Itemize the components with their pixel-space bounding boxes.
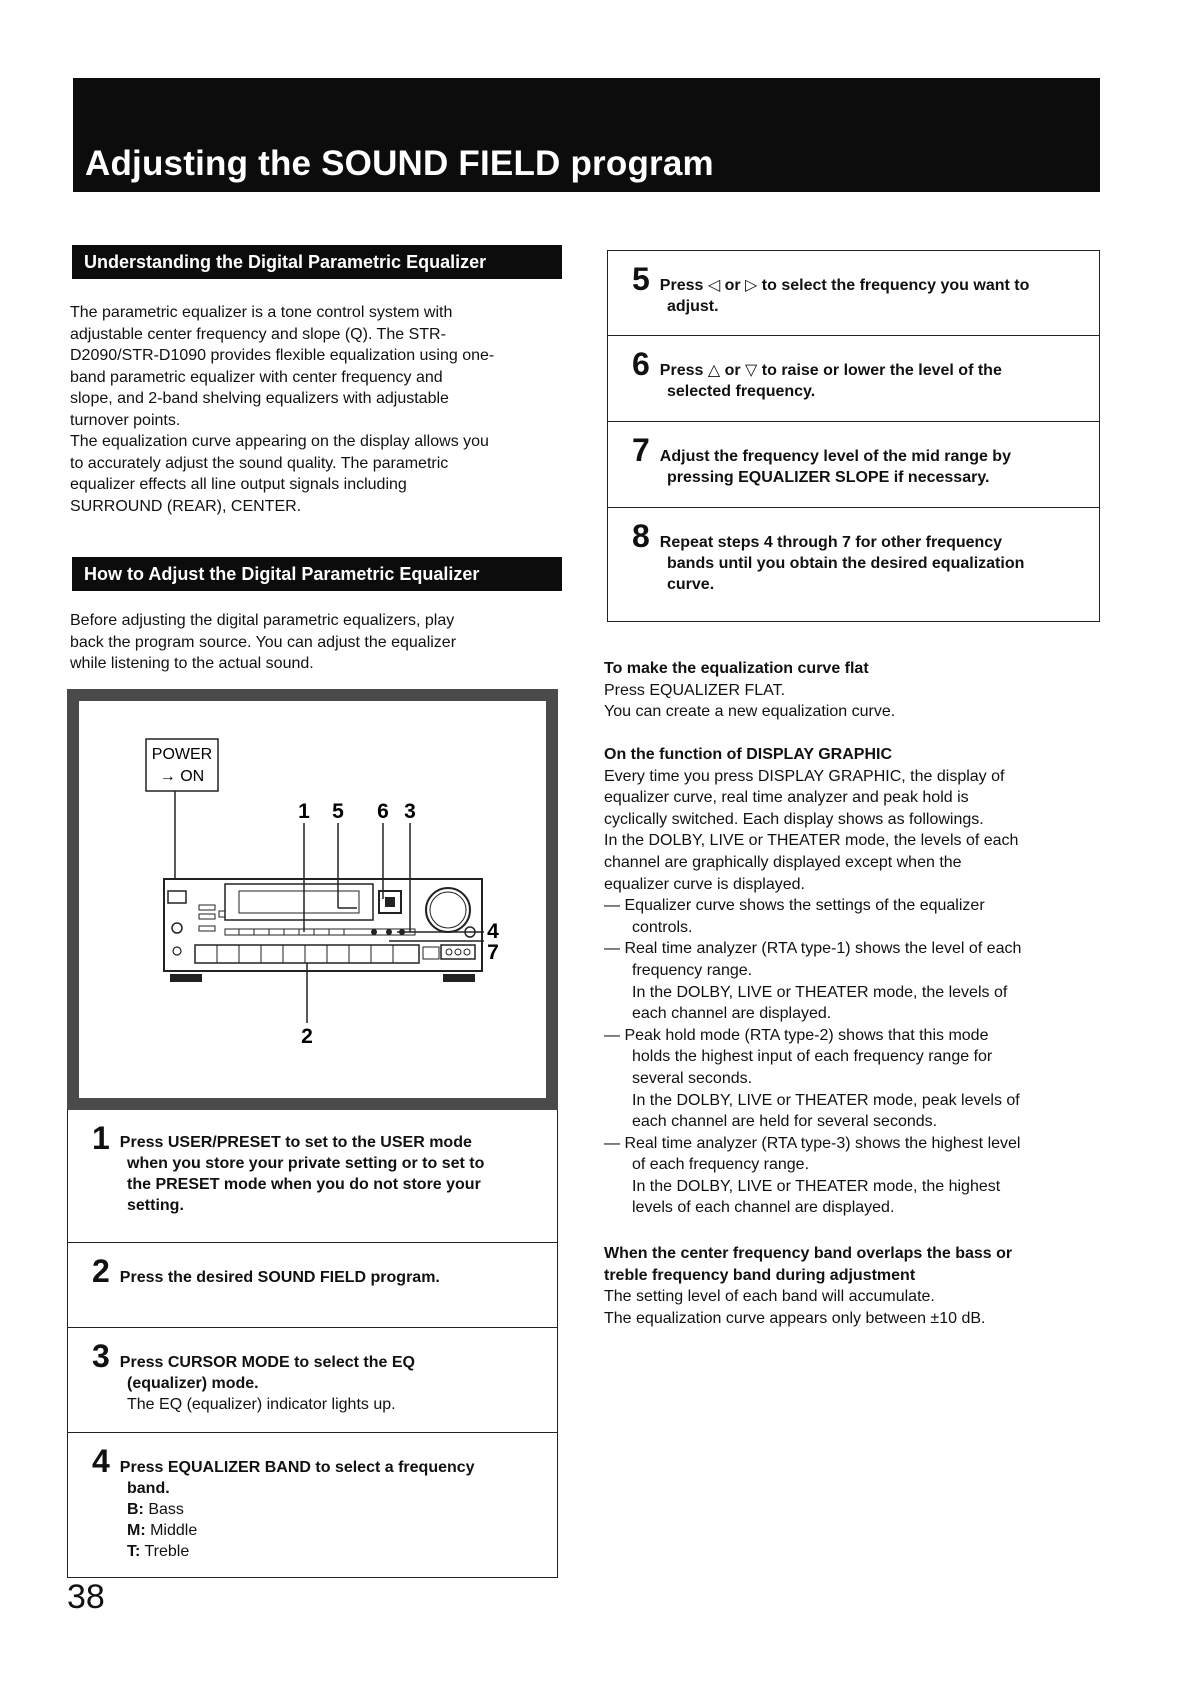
- step-number: 2: [92, 1253, 110, 1289]
- text-line: The setting level of each band will accumulate.: [604, 1288, 935, 1306]
- step-5: [607, 250, 1100, 336]
- band-label: Treble: [140, 1543, 190, 1560]
- step-text: Repeat steps 4 through 7 for other frequency: [659, 534, 1003, 551]
- text-line: In the DOLBY, LIVE or THEATER mode, the highest: [632, 1177, 1001, 1195]
- text-line: to accurately adjust the sound quality. The parametric: [70, 454, 449, 472]
- text-line: The equalization curve appearing on the display allows you: [70, 433, 489, 450]
- text-line: equalizer curve, real time analyzer and peak hold is: [604, 789, 969, 807]
- display-window: [225, 884, 373, 920]
- step-8: [607, 508, 1100, 622]
- display-graphic-note: [604, 744, 1104, 1219]
- section-heading-how-to: How to Adjust the Digital Parametric Equalizer: [72, 557, 562, 591]
- text-line: channel are graphically displayed except when the: [604, 853, 962, 871]
- section-heading-understanding: Understanding the Digital Parametric Equalizer: [72, 245, 562, 279]
- receiver-diagram: [79, 701, 546, 1098]
- text-line: controls.: [632, 918, 693, 936]
- band-key: B:: [127, 1501, 144, 1518]
- overlap-note: [604, 1243, 1104, 1329]
- text-line: — Real time analyzer (RTA type-1) shows the level of each: [604, 940, 1022, 958]
- text-line: You can create a new equalization curve.: [604, 703, 896, 721]
- step-text: Press △ or ▽ to raise or lower the level of the: [659, 362, 1002, 379]
- text-line: band parametric equalizer with center frequency and: [70, 368, 443, 386]
- callout-1: 1: [298, 800, 310, 823]
- step-number: 3: [92, 1338, 110, 1374]
- step-6: [607, 336, 1100, 422]
- text-line: In the DOLBY, LIVE or THEATER mode, the levels of: [632, 983, 1008, 1001]
- step-number: 4: [92, 1443, 110, 1479]
- text-line: cyclically switched. Each display shows as followings.: [604, 810, 984, 828]
- step-text: Press EQUALIZER BAND to select a frequency: [119, 1459, 475, 1476]
- step-text: when you store your private setting or to set to: [127, 1155, 485, 1172]
- text-line: Press EQUALIZER FLAT.: [604, 681, 786, 699]
- step-number: 6: [632, 346, 650, 382]
- band-option: [92, 1541, 537, 1562]
- text-line: Before adjusting the digital parametric equalizers, play: [70, 612, 455, 629]
- text-line: holds the highest input of each frequency range for: [632, 1048, 993, 1066]
- step-note: The EQ (equalizer) indicator lights up.: [127, 1396, 396, 1413]
- sound-field-buttons: [195, 945, 419, 963]
- text-line: slope, and 2-band shelving equalizers with adjustable: [70, 390, 449, 407]
- section1-paragraph: [70, 302, 560, 517]
- band-key: T:: [127, 1543, 141, 1560]
- text-line: several seconds.: [632, 1069, 753, 1087]
- text-line: each channel are held for several seconds.: [632, 1113, 938, 1131]
- list-item: [604, 895, 1104, 938]
- text-line: The parametric equalizer is a tone control system with: [70, 304, 453, 321]
- power-button-icon: [168, 891, 186, 903]
- step-4: [67, 1433, 558, 1578]
- step-text: setting.: [127, 1197, 184, 1214]
- step-text: (equalizer) mode.: [127, 1375, 259, 1392]
- note-heading: To make the equalization curve flat: [604, 660, 869, 677]
- callout-2: 2: [301, 1025, 313, 1048]
- text-line: of each frequency range.: [632, 1156, 810, 1174]
- step-7: [607, 422, 1100, 508]
- callout-3: 3: [404, 800, 416, 823]
- page-number: 38: [67, 1578, 105, 1616]
- note-heading: On the function of DISPLAY GRAPHIC: [604, 746, 893, 763]
- callout-4: 4: [487, 920, 499, 943]
- text-line: turnover points.: [70, 411, 181, 429]
- text-line: frequency range.: [632, 961, 753, 979]
- text-line: — Equalizer curve shows the settings of the equalizer: [604, 897, 985, 915]
- note-heading: treble frequency band during adjustment: [604, 1266, 916, 1284]
- text-line: In the DOLBY, LIVE or THEATER mode, peak levels of: [632, 1091, 1020, 1109]
- text-line: SURROUND (REAR), CENTER.: [70, 497, 302, 515]
- step-number: 5: [632, 261, 650, 297]
- page-title: Adjusting the SOUND FIELD program: [85, 144, 714, 183]
- band-key: M:: [127, 1522, 146, 1539]
- band-option: [92, 1520, 537, 1541]
- step-number: 1: [92, 1120, 110, 1156]
- callout-7: 7: [487, 941, 499, 964]
- text-line: equalizer curve is displayed.: [604, 875, 805, 893]
- title-bar: [73, 78, 1100, 192]
- power-label: POWER: [151, 746, 213, 763]
- band-option: [92, 1499, 537, 1520]
- text-line: back the program source. You can adjust the equalizer: [70, 633, 457, 651]
- step-text: bands until you obtain the desired equalization: [667, 555, 1025, 572]
- receiver-illustration: [67, 689, 558, 1110]
- step-text: Press the desired SOUND FIELD program.: [119, 1269, 440, 1286]
- callout-6: 6: [377, 800, 389, 823]
- text-line: each channel are displayed.: [632, 1005, 832, 1023]
- step-text: band.: [127, 1480, 170, 1497]
- flat-curve-note: [604, 658, 1104, 723]
- section2-paragraph: [70, 610, 560, 675]
- text-line: adjustable center frequency and slope (Q). The STR-: [70, 325, 446, 343]
- text-line: In the DOLBY, LIVE or THEATER mode, the levels of each: [604, 832, 1019, 850]
- list-item: [604, 938, 1104, 1024]
- step-1: [67, 1110, 558, 1243]
- step-text: Press CURSOR MODE to select the EQ: [119, 1354, 415, 1371]
- step-text: Press ◁ or ▷ to select the frequency you want to: [659, 277, 1030, 294]
- callout-5: 5: [332, 800, 344, 823]
- text-line: Every time you press DISPLAY GRAPHIC, the display of: [604, 767, 1005, 785]
- step-text: curve.: [667, 576, 715, 593]
- text-line: while listening to the actual sound.: [70, 655, 314, 672]
- step-text: adjust.: [667, 298, 719, 315]
- text-line: equalizer effects all line output signals including: [70, 476, 407, 493]
- text-line: levels of each channel are displayed.: [632, 1199, 895, 1217]
- text-line: D2090/STR-D1090 provides flexible equalization using one-: [70, 347, 495, 364]
- step-2: [67, 1243, 558, 1328]
- step-text: Press USER/PRESET to set to the USER mode: [119, 1134, 472, 1151]
- list-item: [604, 1133, 1104, 1219]
- step-3: [67, 1328, 558, 1433]
- list-item: [604, 1025, 1104, 1133]
- power-on-label: → ON: [159, 768, 205, 785]
- step-text: pressing EQUALIZER SLOPE if necessary.: [667, 469, 990, 486]
- step-number: 8: [632, 518, 650, 554]
- volume-knob-icon: [426, 888, 470, 932]
- band-label: Bass: [143, 1501, 184, 1518]
- text-line: — Peak hold mode (RTA type-2) shows that this mode: [604, 1026, 989, 1044]
- text-line: — Real time analyzer (RTA type-3) shows the highest level: [604, 1134, 1021, 1152]
- step-text: selected frequency.: [667, 383, 816, 400]
- step-text: the PRESET mode when you do not store your: [127, 1176, 481, 1193]
- band-label: Middle: [145, 1522, 198, 1539]
- step-text: Adjust the frequency level of the mid range by: [659, 448, 1011, 465]
- step-number: 7: [632, 432, 650, 468]
- text-line: The equalization curve appears only between ±10 dB.: [604, 1309, 986, 1327]
- note-heading: When the center frequency band overlaps the bass or: [604, 1245, 1013, 1262]
